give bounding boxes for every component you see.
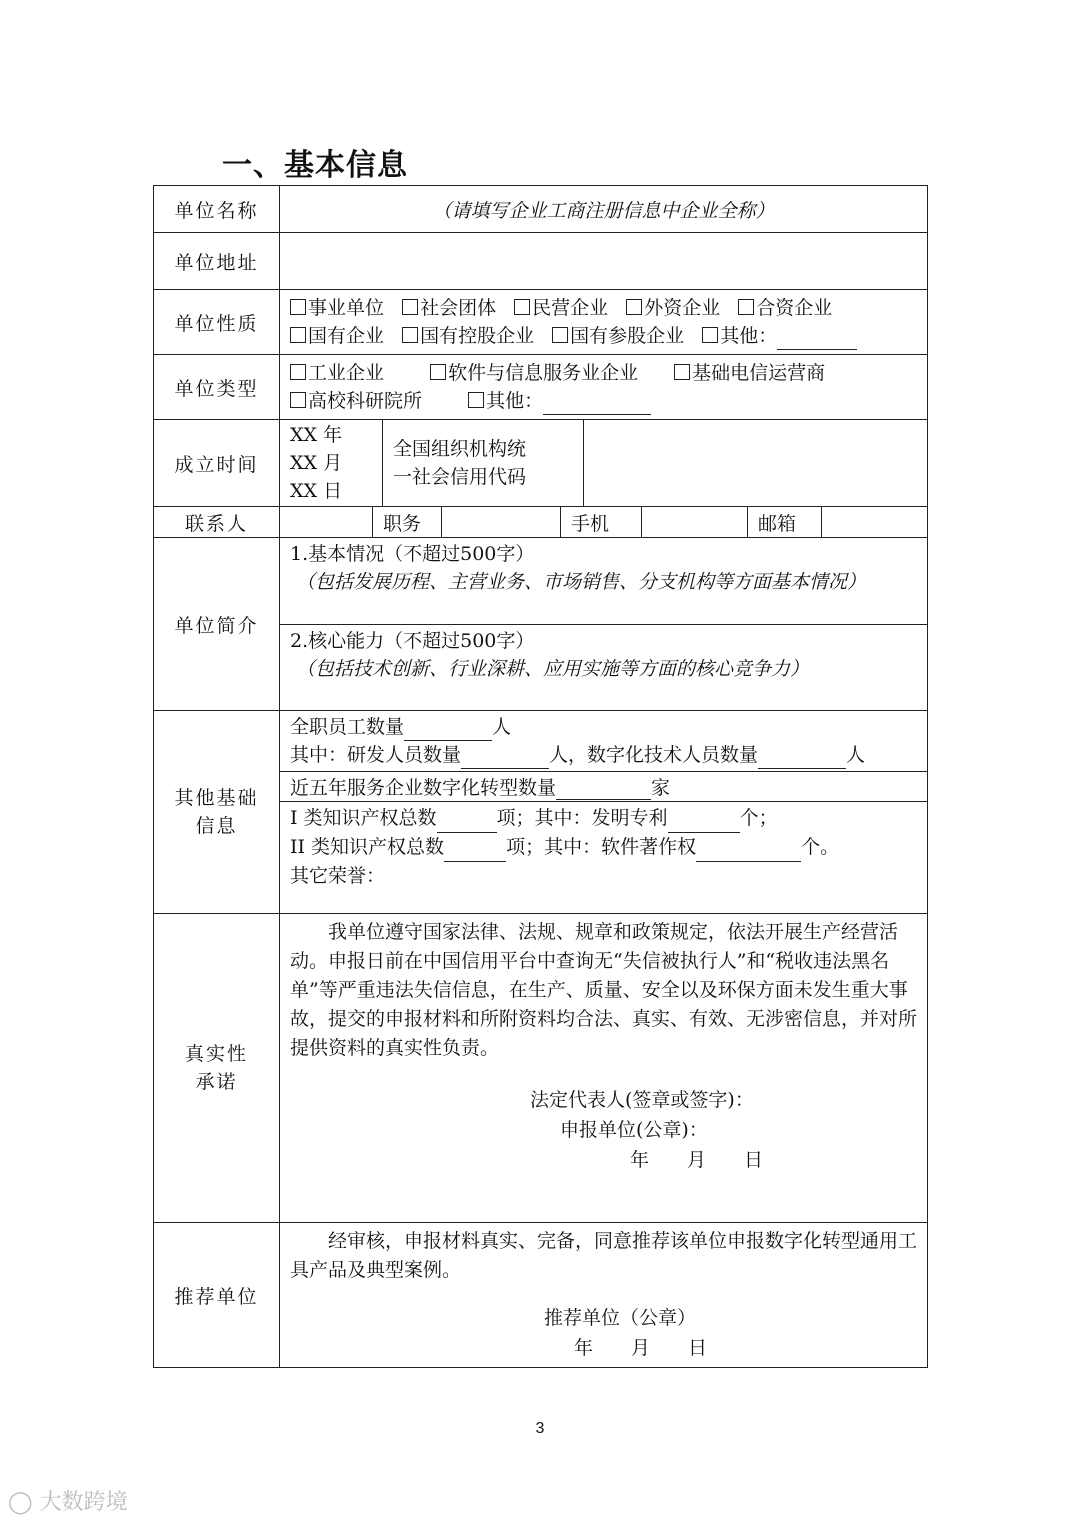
checkbox-icon — [290, 327, 306, 343]
position-label: 职务 — [373, 507, 442, 537]
checkbox-type-2[interactable]: 基础电信运营商 — [674, 359, 825, 387]
intro-core-field[interactable]: 2.核心能力（不超过500字） （包括技术创新、行业深耕、应用实施等方面的核心竞争力） — [290, 629, 810, 680]
basic-info-table — [153, 185, 928, 1368]
checkbox-nature-8[interactable]: 其他： — [702, 322, 857, 350]
checkbox-nature-0[interactable]: 事业单位 — [290, 294, 384, 322]
address-field[interactable] — [280, 233, 928, 290]
email-field[interactable] — [822, 507, 928, 537]
checkbox-nature-3[interactable]: 外资企业 — [626, 294, 720, 322]
type-options — [280, 355, 928, 420]
founded-date[interactable]: XX 年 XX 月 XX 日 — [280, 420, 383, 506]
intro-basic-field[interactable]: 1.基本情况（不超过500字） （包括发展历程、主营业务、市场销售、分支机构等方面基本情况） — [280, 538, 927, 624]
software-count-blank[interactable] — [696, 843, 801, 862]
rd-count-blank[interactable] — [461, 750, 549, 769]
nature-other-blank[interactable] — [777, 331, 857, 350]
served-count-blank[interactable] — [556, 781, 651, 800]
checkbox-type-0[interactable]: 工业企业 — [290, 359, 384, 387]
checkbox-nature-2[interactable]: 民营企业 — [514, 294, 608, 322]
checkbox-icon — [430, 364, 446, 380]
label-address: 单位地址 — [154, 233, 280, 290]
label-recommend: 推荐单位 — [154, 1223, 280, 1368]
pledge-text: 我单位遵守国家法律、法规、规章和政策规定，依法开展生产经营活动。申报日前在中国信用平台中查询无“失信被执行人”和“税收违法黑名单”等严重违法失信信息，在生产、质量、安全以及环保方面未发生重大事故，提交的申报材料和所附资料均合法、真实、有效、无涉密信息，并对所提供资料的真实性负责。 — [290, 921, 918, 1059]
type-other-blank[interactable] — [543, 396, 651, 415]
label-pledge: 真实性 承诺 — [154, 914, 280, 1223]
checkbox-icon — [290, 364, 306, 380]
contact-name-field[interactable] — [280, 507, 373, 537]
recommend-text: 经审核，申报材料真实、完备，同意推荐该单位申报数字化转型通用工具产品及典型案例。 — [290, 1230, 918, 1281]
honor-field[interactable]: 其它荣誉： — [290, 865, 386, 887]
phone-label: 手机 — [561, 507, 642, 537]
checkbox-type-3[interactable]: 高校科研院所 — [290, 387, 422, 415]
checkbox-nature-4[interactable]: 合资企业 — [738, 294, 832, 322]
checkbox-icon — [552, 327, 568, 343]
contact-inner — [280, 507, 927, 537]
checkbox-icon — [468, 392, 484, 408]
patent-count-blank[interactable] — [668, 814, 740, 833]
ip2-count-blank[interactable] — [444, 843, 506, 862]
pledge-signature: 法定代表人(签章或签字)： 申报单位(公章)： 年 月 日 — [530, 1089, 764, 1171]
checkbox-nature-1[interactable]: 社会团体 — [402, 294, 496, 322]
checkbox-icon — [738, 299, 754, 315]
checkbox-icon — [514, 299, 530, 315]
label-founded: 成立时间 — [154, 420, 280, 507]
checkbox-icon — [402, 327, 418, 343]
checkbox-icon — [702, 327, 718, 343]
label-intro: 单位简介 — [154, 538, 280, 711]
digital-count-blank[interactable] — [758, 750, 846, 769]
checkbox-icon — [290, 299, 306, 315]
watermark: ◯ 大数跨境 — [8, 1490, 128, 1515]
label-other: 其他基础 信息 — [154, 711, 280, 914]
checkbox-nature-5[interactable]: 国有企业 — [290, 322, 384, 350]
label-name: 单位名称 — [154, 186, 280, 233]
name-field[interactable]: （请填写企业工商注册信息中企业全称） — [280, 186, 928, 233]
label-contact: 联系人 — [154, 507, 280, 538]
ip1-count-blank[interactable] — [437, 814, 497, 833]
checkbox-icon — [290, 392, 306, 408]
checkbox-type-1[interactable]: 软件与信息服务业企业 — [430, 359, 638, 387]
founded-inner — [280, 420, 927, 506]
checkbox-icon — [402, 299, 418, 315]
checkbox-type-4[interactable]: 其他： — [468, 387, 651, 415]
credit-code-label: 全国组织机构统 一社会信用代码 — [383, 420, 584, 506]
page-number: 3 — [535, 1420, 545, 1437]
nature-options — [280, 290, 928, 355]
credit-code-field[interactable] — [584, 420, 928, 506]
email-label: 邮箱 — [748, 507, 822, 537]
label-type: 单位类型 — [154, 355, 280, 420]
other-inner: 全职员工数量 人 其中：研发人员数量 人，数字化技术人员数量 人 近五年服务企业数字化转型数量 家 I 类知识产权总数 项；其中：发明专利 个； II 类知识产权总数 项；其中：软件著作权 个。 其它荣誉： — [280, 711, 927, 913]
checkbox-icon — [626, 299, 642, 315]
watermark-logo-icon: ◯ — [8, 1490, 33, 1515]
page-title: 一、基本信息 — [222, 148, 408, 183]
position-field[interactable] — [442, 507, 561, 537]
checkbox-icon — [674, 364, 690, 380]
intro-inner — [280, 538, 927, 710]
recommend-signature: 推荐单位（公章） 年 月 日 — [544, 1307, 708, 1359]
checkbox-nature-6[interactable]: 国有控股企业 — [402, 322, 534, 350]
label-nature: 单位性质 — [154, 290, 280, 355]
phone-field[interactable] — [642, 507, 748, 537]
staff-count-blank[interactable] — [404, 722, 492, 741]
checkbox-nature-7[interactable]: 国有参股企业 — [552, 322, 684, 350]
